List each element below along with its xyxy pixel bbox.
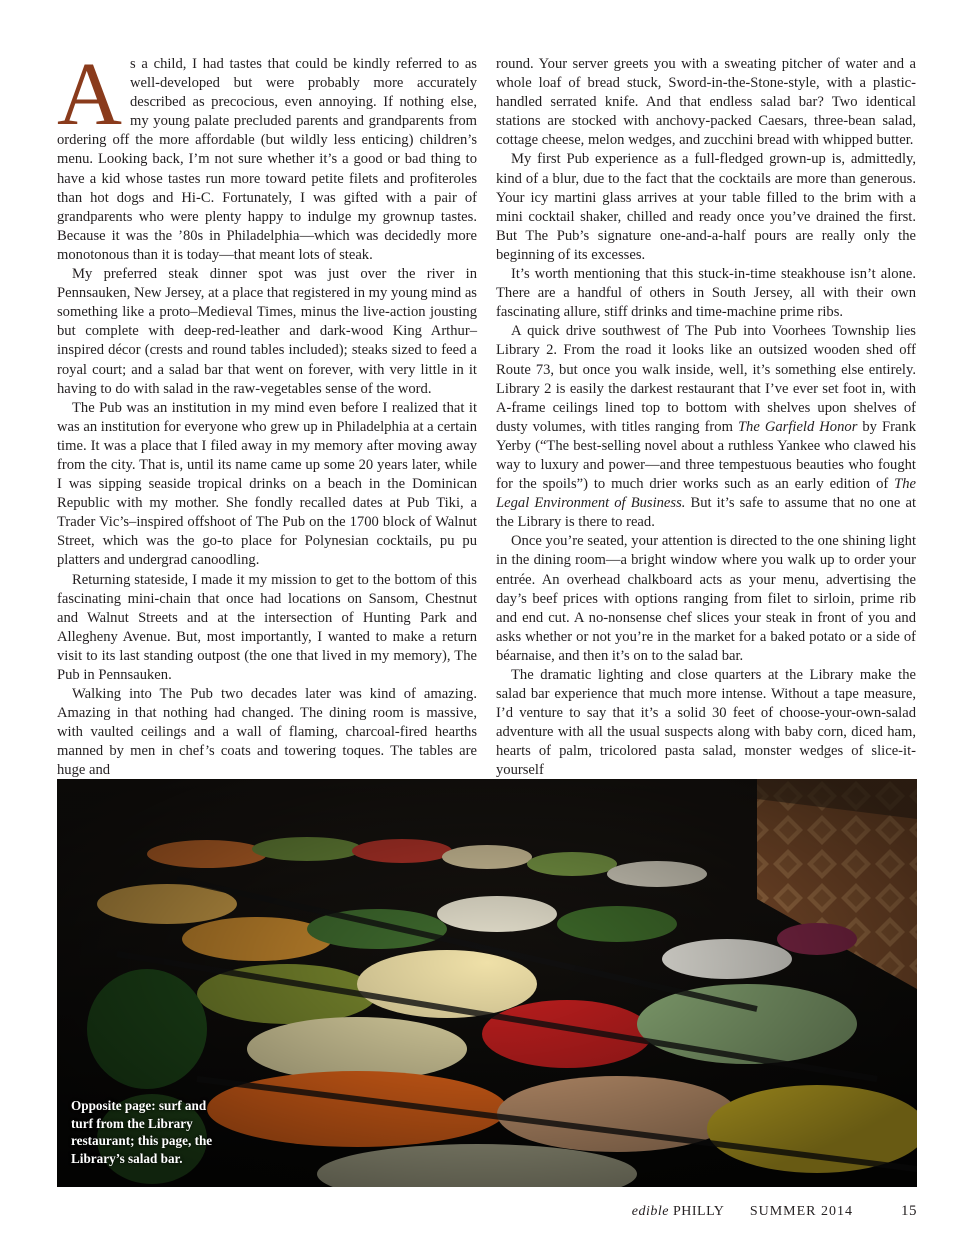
article-paragraph: My preferred steak dinner spot was just over the river in Pennsauken, New Jersey, at a place that registered in my young mind as something like a proto–Medieval Times, minus the live-action jousting but complete with deep-red-leather and dark-wood King Arthur–inspired décor (crests and round tables included); steaks sized to feed a royal court; and a salad bar that went on forever, with very little in it having to do with salad in the raw-vegetables sense of the word. bbox=[57, 266, 477, 397]
article-paragraph: The Pub was an institution in my mind even before I realized that it was an institution for everyone who grew up in Philadelphia at a certain time. It was a place that I filed away in my memory after moving away from the city. That is, until its name came up some 20 years later, while I was sipping seaside tropical drinks on a beach in the Dominican Republic with my mother. She fondly recalled dates at Pub Tiki, a Trader Vic’s–inspired offshoot of The Pub on the 1700 block of Walnut Street, which was the go-to place for Polynesian cocktails, pu pu platters and undergrad canoodling. bbox=[57, 399, 477, 569]
issue-date: SUMMER 2014 bbox=[749, 1204, 853, 1219]
article-paragraph: My first Pub experience as a full-fledged grown-up is, admittedly, kind of a blur, due to the fact that the cocktails are more than generous. Your icy martini glass arrives at your table filled to the brim with a mini cocktail shaker, chilled and ready once you’ve drained the first. But The Pub’s signature one-and-a-half pours are really only the beginning of its excesses. bbox=[496, 151, 916, 263]
article-right-column bbox=[496, 55, 916, 781]
article-left-column bbox=[57, 45, 477, 781]
salad-bar-photo bbox=[57, 779, 917, 1187]
magazine-name-edible: edible bbox=[631, 1204, 669, 1219]
article-paragraph: A quick drive southwest of The Pub into Voorhees Township lies Library 2. From the road it looks like an outsized wooden shed off Route 73, but once you walk inside, well, it’s something else entirely. Library 2 is easily the darkest restaurant that I’ve ever set foot in, with A-frame ceilings lined top to bottom with shelves upon shelves of dusty volumes, with titles ranging from The Garfield Honor by Frank Yerby (“The best-selling novel about a ruthless Yankee who clawed his way to luxury and power—and three tempestuous beauties who fought for the spoils”) to much drier works such as an early edition of The Legal Environment of Business. But it’s safe to assume that no one at the Library is there to read. bbox=[496, 323, 916, 531]
book-title: The Garfield Honor bbox=[737, 418, 858, 435]
article-paragraph: Returning stateside, I made it my mission to get to the bottom of this fascinating mini-chain that once had locations on Sansom, Chestnut and Walnut Streets and at the intersection of Hunting Park and Allegheny Avenue. But, most importantly, I wanted to make a return visit to its last standing outpost (the one that lived in my memory), The Pub in Pennsauken. bbox=[57, 571, 477, 683]
article-paragraph: round. Your server greets you with a sweating pitcher of water and a whole loaf of bread stuck, Sword-in-the-Stone-style, with a plastic-handled serrated knife. And that endless salad bar? Two identical stations are stocked with anchovy-packed Caesars, three-bean salad, cottage cheese, melon wedges, and zucchini bread with whipped butter. bbox=[496, 56, 916, 149]
page-number: 15 bbox=[901, 1203, 917, 1219]
photo-caption: Opposite page: surf and turf from the Library restaurant; this page, the Library’s salad bar. bbox=[71, 1098, 213, 1166]
book-title: The Legal Environment of Business. bbox=[496, 476, 916, 512]
drop-cap: A bbox=[57, 45, 122, 144]
article-paragraph: It’s worth mentioning that this stuck-in-time steakhouse isn’t alone. There are a handful of others in South Jersey, all with their own fascinating allure, stiff drinks and time-machine prime ribs. bbox=[496, 266, 916, 321]
page-footer bbox=[632, 1203, 917, 1220]
magazine-name-philly: PHILLY bbox=[672, 1204, 724, 1219]
article-paragraph: The dramatic lighting and close quarters at the Library make the salad bar experience that much more intense. Without a tape measure, I’d venture to say that it’s a solid 30 feet of choose-your-own-salad adventure with all the usual suspects along with baby corn, diced ham, hearts of palm, tricolored pasta salad, monster wedges of slice-it-yourself bbox=[496, 667, 916, 779]
article-paragraph: Once you’re seated, your attention is directed to the one shining light in the dining room—a bright window where you walk up to order your entrée. An overhead chalkboard acts as your menu, advertising the day’s beef prices with options ranging from filet to sirloin, prime rib and end cut. A no-nonsense chef slices your steak in front of you and asks whether or not you’re in the market for a baked potato or a side of béarnaise, and then it’s on to the salad bar. bbox=[496, 533, 916, 664]
article-paragraph: As a child, I had tastes that could be kindly referred to as well-developed but were probably more accurately described as precocious, even annoying. If nothing else, my young palate precluded parents and grandparents from ordering off the more affordable (but wildly less enticing) children’s menu. Looking back, I’m not sure whether it’s a good or bad thing to have a kid whose tastes run more toward petite filets and profiteroles than hot dogs and Hi-C. Fortunately, I was gifted with a pair of grandparents who were plenty happy to indulge my grownup tastes. Because it was the ’80s in Philadelphia—which was decidedly more monotonous than it is today—that meant lots of steak. bbox=[57, 45, 477, 263]
article-paragraph: Walking into The Pub two decades later was kind of amazing. Amazing in that nothing had changed. The dining room is massive, with vaulted ceilings and a wall of flaming, charcoal-fired hearths manned by men in chef’s coats and towering toques. The tables are huge and bbox=[57, 686, 477, 779]
